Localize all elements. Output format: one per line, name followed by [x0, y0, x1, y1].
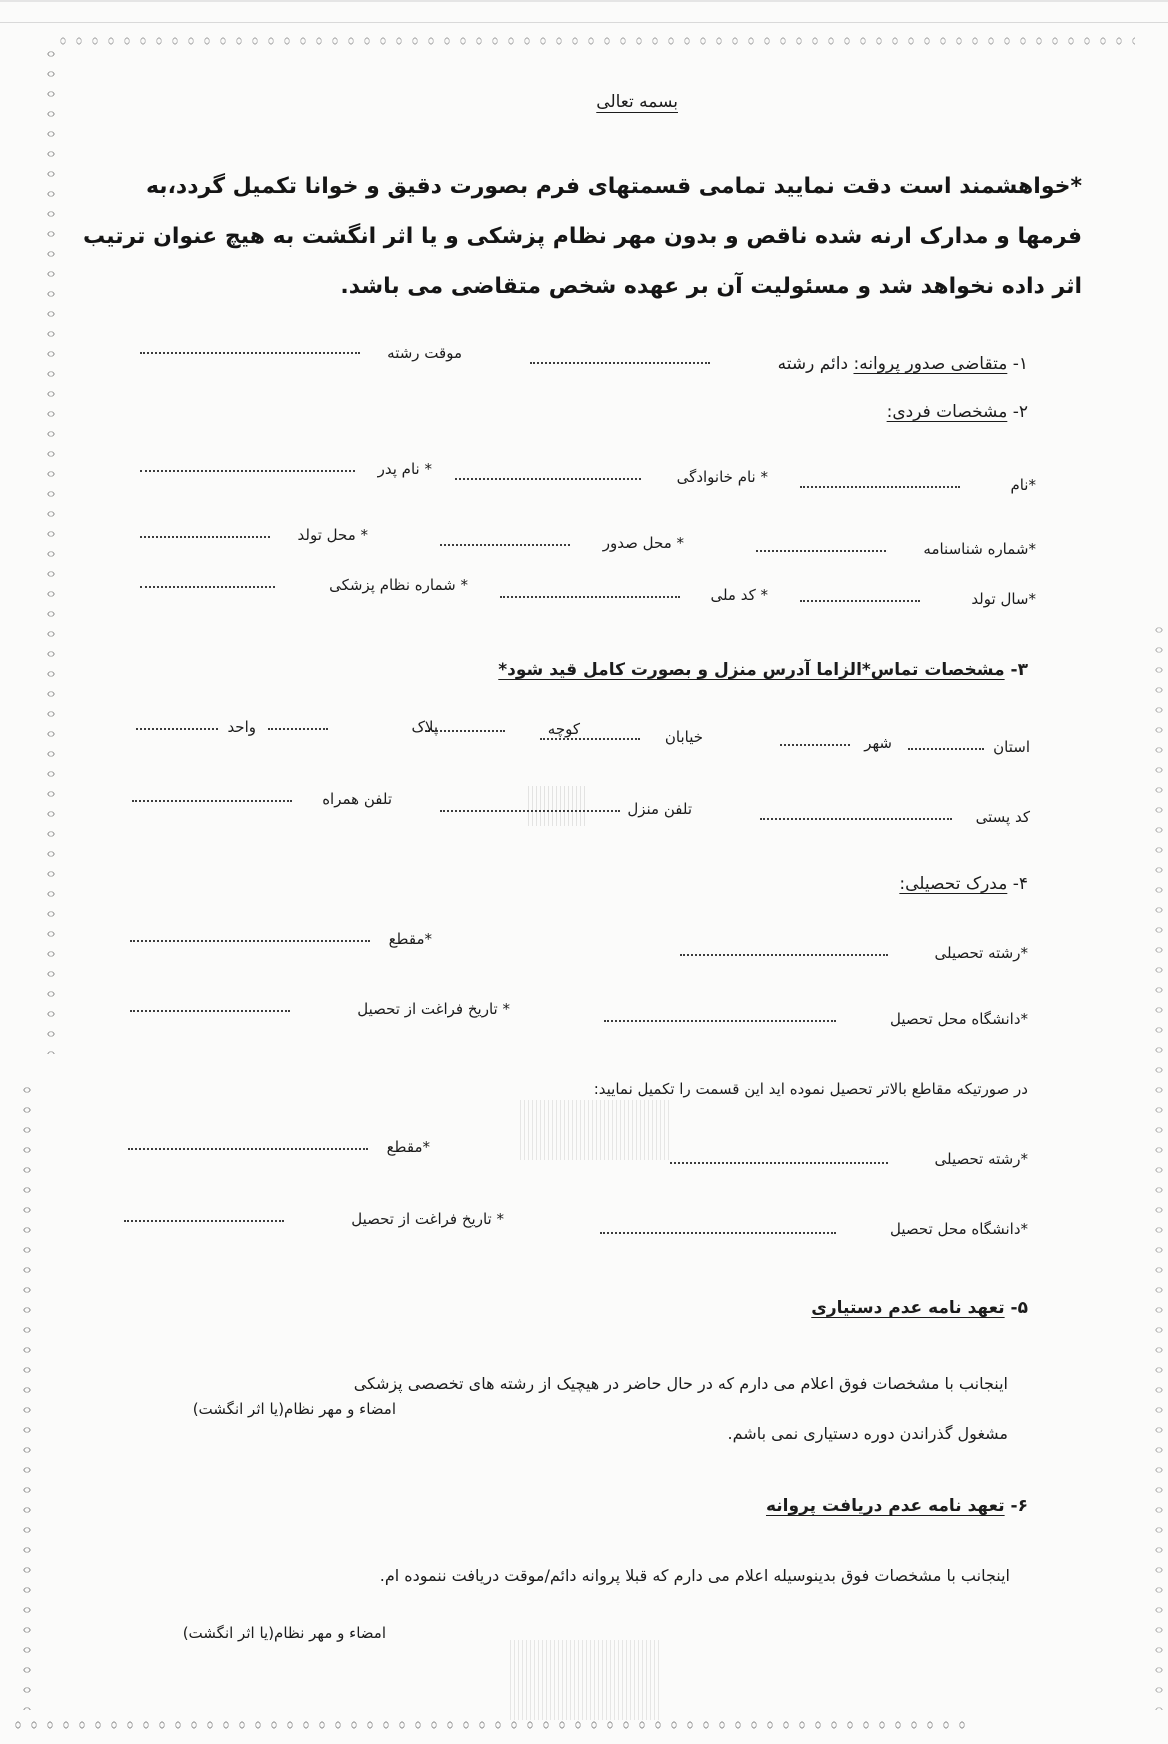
degree-2-input[interactable]: [128, 1148, 368, 1150]
scan-artifact: [510, 1640, 660, 1720]
university-2-label: *دانشگاه محل تحصیل: [890, 1220, 1028, 1238]
postal-code-label: کد پستی: [975, 808, 1030, 826]
unit-label: واحد: [227, 718, 256, 736]
degree-2-label: *مقطع: [386, 1138, 430, 1156]
birth-year-label: *سال تولد: [971, 590, 1036, 608]
higher-education-note: در صورتیکه مقاطع بالاتر تحصیل نموده اید این قسمت را تکمیل نمایید:: [593, 1080, 1028, 1098]
family-name-label: * نام خانوادگی: [676, 468, 768, 486]
perforation-right: [1152, 620, 1166, 1710]
section-5-signature-label: امضاء و مهر نظام(یا اثر انگشت): [192, 1400, 396, 1418]
province-input[interactable]: [908, 748, 984, 750]
section-number: ۵-: [1010, 1298, 1028, 1318]
mobile-input[interactable]: [132, 800, 292, 802]
province-label: استان: [993, 738, 1030, 756]
permanent-field-label: دائم رشته: [777, 354, 849, 374]
temporary-field-input[interactable]: [140, 352, 360, 354]
issue-place-label: * محل صدور: [602, 534, 684, 552]
national-code-input[interactable]: [500, 596, 680, 598]
section-1-heading: [778, 354, 1028, 374]
street-input[interactable]: [540, 738, 640, 740]
page-title: بسمه تعالی: [596, 92, 678, 112]
father-name-input[interactable]: [140, 470, 355, 472]
perforation-top: [55, 34, 1135, 48]
id-number-input[interactable]: [756, 550, 886, 552]
perforation-left-lower: [20, 1080, 34, 1710]
scan-edge: [0, 0, 1168, 2]
permanent-field-input[interactable]: [530, 362, 710, 364]
intro-line-3: اثر داده نخواهد شد و مسئولیت آن بر عهده شخص متقاضی می باشد.: [340, 274, 1082, 299]
home-phone-label: تلفن منزل: [627, 800, 692, 818]
section-5-text-line-1: اینجانب با مشخصات فوق اعلام می دارم که در حال حاضر در هیچیک از رشته های تخصصی پزشکی: [353, 1374, 1008, 1393]
section-6-heading: [766, 1496, 1028, 1516]
university-label: *دانشگاه محل تحصیل: [890, 1010, 1028, 1028]
field-of-study-2-label: *رشته تحصیلی: [934, 1150, 1028, 1168]
section-title: متقاضی صدور پروانه:: [853, 354, 1008, 374]
medical-council-label: * شماره نظام پزشکی: [329, 576, 468, 594]
university-2-input[interactable]: [600, 1232, 836, 1234]
medical-council-input[interactable]: [140, 586, 275, 588]
field-of-study-label: *رشته تحصیلی: [934, 944, 1028, 962]
temporary-field-label: موقت رشته: [387, 344, 462, 362]
birth-year-input[interactable]: [800, 600, 920, 602]
plaque-label: پلاک: [411, 718, 438, 736]
father-name-label: * نام پدر: [377, 460, 432, 478]
section-title: تعهد نامه عدم دریافت پروانه: [765, 1496, 1005, 1516]
alley-label: کوچه: [547, 720, 580, 738]
section-6-text-line-1: اینجانب با مشخصات فوق بدینوسیله اعلام می دارم که قبلا پروانه دائم/موقت دریافت ننموده ام.: [379, 1566, 1010, 1585]
name-input[interactable]: [800, 486, 960, 488]
field-of-study-2-input[interactable]: [670, 1162, 888, 1164]
family-name-input[interactable]: [455, 478, 641, 480]
section-3-heading: [498, 660, 1028, 680]
intro-line-1: *خواهشمند است دقت نمایید تمامی قسمتهای فرم بصورت دقیق و خوانا تکمیل گردد،به: [145, 174, 1082, 199]
section-5-heading: [811, 1298, 1028, 1318]
issue-place-input[interactable]: [440, 544, 570, 546]
perforation-left: [44, 44, 58, 1054]
university-input[interactable]: [604, 1020, 836, 1022]
section-number: ۴-: [1012, 874, 1028, 894]
street-label: خیابان: [664, 728, 703, 746]
mobile-label: تلفن همراه: [322, 790, 392, 808]
city-label: شهر: [864, 734, 892, 752]
section-4-heading: [899, 874, 1028, 894]
scan-artifact: [520, 1100, 670, 1160]
degree-input[interactable]: [130, 940, 370, 942]
section-title: مشخصات تماس*الزاما آدرس منزل و بصورت کامل قید شود*: [498, 660, 1005, 680]
section-6-signature-label: امضاء و مهر نظام(یا اثر انگشت): [182, 1624, 386, 1642]
birth-place-input[interactable]: [140, 536, 270, 538]
postal-code-input[interactable]: [760, 818, 952, 820]
graduation-date-label: * تاریخ فراغت از تحصیل: [357, 1000, 510, 1018]
field-of-study-input[interactable]: [680, 954, 888, 956]
scan-edge: [0, 22, 1168, 23]
section-number: ۱-: [1012, 354, 1028, 374]
section-number: ۲-: [1012, 402, 1028, 422]
section-number: ۶-: [1010, 1496, 1028, 1516]
name-label: *نام: [1010, 476, 1036, 494]
graduation-date-2-label: * تاریخ فراغت از تحصیل: [351, 1210, 504, 1228]
section-title: مدرک تحصیلی:: [899, 874, 1008, 894]
graduation-date-input[interactable]: [130, 1010, 290, 1012]
city-input[interactable]: [780, 744, 850, 746]
section-number: ۳-: [1010, 660, 1028, 680]
section-title: تعهد نامه عدم دستیاری: [811, 1298, 1005, 1318]
scan-artifact: [528, 786, 588, 826]
graduation-date-2-input[interactable]: [124, 1220, 284, 1222]
intro-line-2: فرمها و مدارک ارنه شده ناقص و بدون مهر نظام پزشکی و یا اثر انگشت به هیچ عنوان ترتیب: [82, 224, 1082, 249]
plaque-input[interactable]: [268, 728, 328, 730]
section-2-heading: [887, 402, 1028, 422]
perforation-bottom: [10, 1718, 970, 1732]
section-5-text-line-2: مشغول گذراندن دوره دستیاری نمی باشم.: [727, 1424, 1008, 1443]
unit-input[interactable]: [136, 728, 218, 730]
id-number-label: *شماره شناسنامه: [923, 540, 1036, 558]
home-phone-input[interactable]: [440, 810, 620, 812]
degree-label: *مقطع: [388, 930, 432, 948]
national-code-label: * کد ملی: [710, 586, 768, 604]
section-title: مشخصات فردی:: [886, 402, 1008, 422]
birth-place-label: * محل تولد: [297, 526, 368, 544]
